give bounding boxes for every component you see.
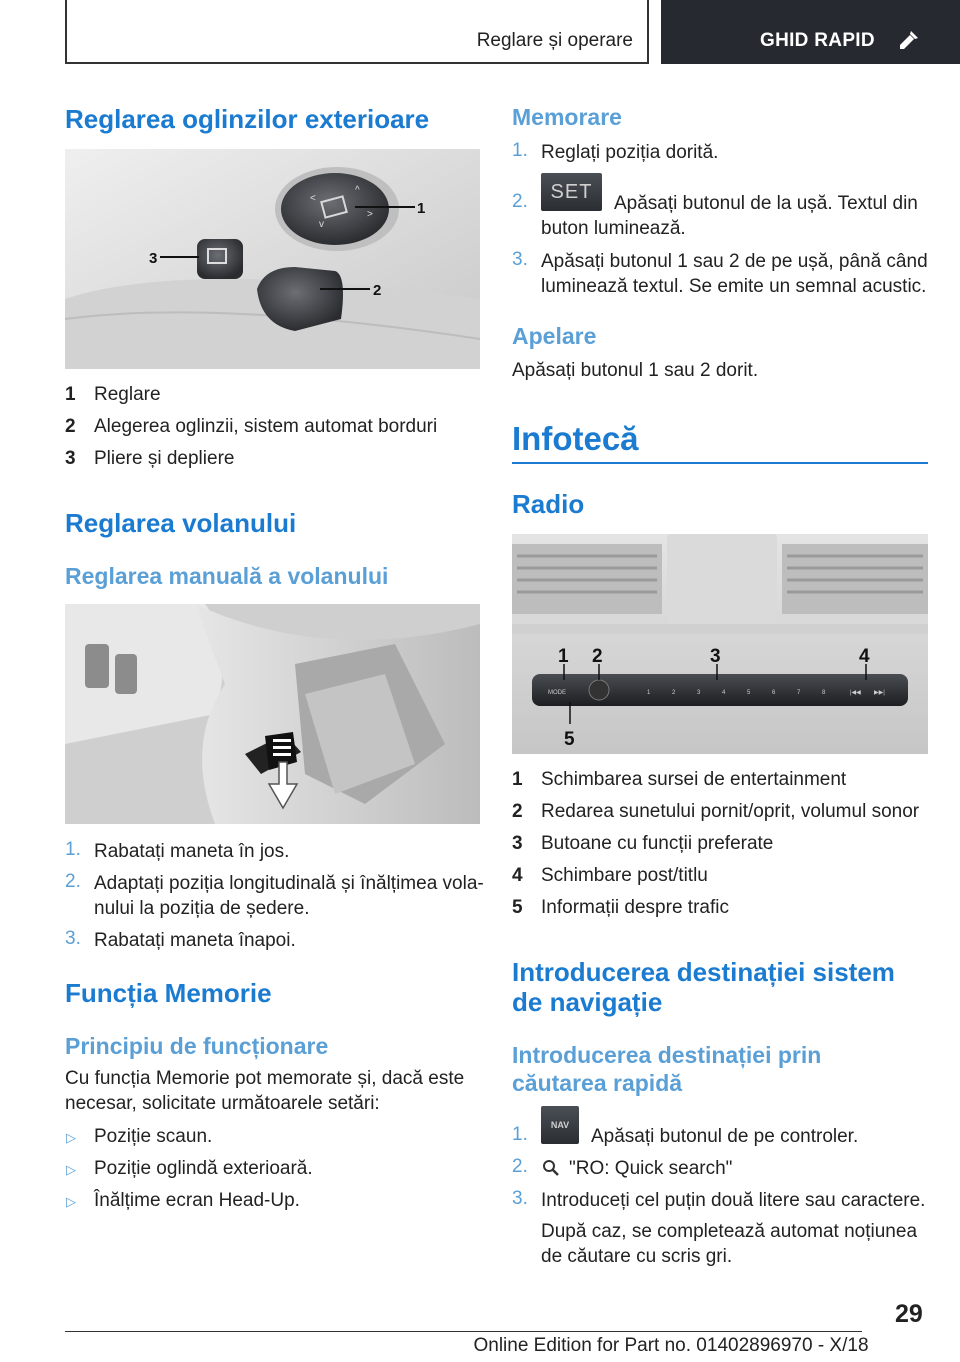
- search-icon: [542, 1159, 560, 1177]
- radio-mode-label: MODE: [548, 690, 566, 696]
- legend-number: 5: [512, 897, 523, 918]
- legend-text: Reglare: [94, 384, 161, 405]
- header-guide-label: GHID RAPID: [760, 30, 875, 51]
- legend-text: Pliere și depliere: [94, 448, 235, 469]
- step-number: 1.: [512, 1124, 528, 1145]
- step-text: Rabatați maneta în jos.: [94, 841, 290, 862]
- mirrors-heading: Reglarea oglinzilor exterioare: [65, 104, 430, 134]
- bullet-text: Înălțime ecran Head-Up.: [94, 1190, 300, 1211]
- radio-callout-3: 3: [710, 646, 721, 667]
- radio-callout-5: 5: [564, 729, 575, 750]
- memorare-heading: Memorare: [512, 104, 622, 130]
- footer-edition-text: Online Edition for Part no. 01402896970 - X/18: [473, 1335, 869, 1356]
- page-number: 29: [895, 1300, 923, 1328]
- quick-guide-icon: [897, 28, 921, 52]
- step-number: 2.: [65, 871, 81, 892]
- memory-intro: necesar, solicitate următoarele setări:: [65, 1093, 380, 1114]
- legend-text: Alegerea oglinzii, sistem automat borduri: [94, 416, 438, 437]
- step-number: 2.: [512, 1156, 528, 1177]
- radio-preset-label: 1: [647, 690, 651, 696]
- footer-edition: [0, 1335, 960, 1357]
- bullet-icon: ▷: [66, 1194, 76, 1209]
- svg-text:|◀◀: |◀◀: [850, 690, 861, 696]
- radio-preset-label: 6: [772, 690, 776, 696]
- infoteca-rule: [512, 462, 928, 464]
- legend-number: 3: [65, 448, 76, 469]
- step-text: "RO: Quick search": [569, 1158, 733, 1179]
- radio-heading: Radio: [512, 489, 585, 519]
- bullet-text: Poziție oglindă exterioară.: [94, 1158, 313, 1179]
- bullet-icon: ▷: [66, 1162, 76, 1177]
- step-followup: de căutare cu scris gri.: [541, 1246, 733, 1267]
- nav-button-icon: NAV: [541, 1106, 579, 1144]
- step-number: 1.: [65, 839, 81, 860]
- legend-text: Schimbarea sursei de entertainment: [541, 769, 847, 790]
- steering-heading: Reglarea volanului: [65, 508, 297, 538]
- apelare-text: Apăsați butonul 1 sau 2 dorit.: [512, 360, 759, 381]
- mirror-callout-1: 1: [417, 200, 426, 217]
- legend-text: Informații despre trafic: [541, 897, 729, 918]
- step-followup: După caz, se completează automat noțiunea: [541, 1221, 918, 1242]
- mirror-callout-2: 2: [373, 282, 382, 299]
- nav-subheading: Introducerea destinației prin: [512, 1042, 822, 1068]
- step-number: 1.: [512, 140, 528, 161]
- memory-intro: Cu funcția Memorie pot memorate și, dacă este: [65, 1068, 465, 1089]
- step-text: nului la poziția de ședere.: [94, 898, 310, 919]
- steering-lever-illustration: [65, 604, 480, 824]
- step-text: luminează textul. Se emite un semnal acustic.: [541, 276, 927, 297]
- step-text: Adaptați poziția longitudinală și înălțimea vola-: [94, 873, 484, 894]
- legend-text: Redarea sunetului pornit/oprit, volumul sonor: [541, 801, 920, 822]
- legend-number: 2: [512, 801, 523, 822]
- nav-subheading: căutarea rapidă: [512, 1070, 683, 1096]
- step-text: Reglați poziția dorită.: [541, 142, 719, 163]
- radio-preset-label: 4: [722, 690, 726, 696]
- memory-subheading: Principiu de funcționare: [65, 1033, 329, 1059]
- infoteca-heading: Infotecă: [512, 420, 639, 457]
- radio-preset-label: 3: [697, 690, 701, 696]
- legend-number: 3: [512, 833, 523, 854]
- radio-preset-label: 7: [797, 690, 801, 696]
- memory-heading: Funcția Memorie: [65, 978, 272, 1008]
- step-number: 3.: [65, 928, 81, 949]
- step-text: Rabatați maneta înapoi.: [94, 930, 296, 951]
- radio-preset-label: 5: [747, 690, 751, 696]
- radio-preset-label: 2: [672, 690, 676, 696]
- step-text: Apăsați butonul 1 sau 2 de pe ușă, până când: [541, 251, 928, 272]
- mirror-callout-3: 3: [149, 250, 158, 267]
- svg-text:^: ^: [355, 185, 360, 196]
- radio-panel-illustration: [512, 534, 928, 754]
- svg-text:v: v: [319, 219, 324, 230]
- step-number: 2.: [512, 191, 528, 212]
- radio-preset-label: 8: [822, 690, 826, 696]
- header-section-box: [65, 0, 649, 64]
- header-section-title: Reglare și operare: [476, 30, 633, 51]
- legend-text: Butoane cu funcții preferate: [541, 833, 774, 854]
- steering-subheading: Reglarea manuală a volanului: [65, 563, 389, 589]
- bullet-text: Poziție scaun.: [94, 1126, 213, 1147]
- svg-text:>: >: [367, 209, 373, 220]
- legend-number: 2: [65, 416, 76, 437]
- nav-heading: de navigație: [512, 987, 663, 1017]
- step-text: Apăsați butonul de pe controler.: [591, 1126, 859, 1147]
- header-guide-tab: [661, 0, 960, 64]
- radio-callout-4: 4: [859, 646, 870, 667]
- page-header: [0, 0, 960, 66]
- footer-rule: [65, 1331, 862, 1332]
- step-text: buton luminează.: [541, 218, 686, 239]
- svg-text:▶▶|: ▶▶|: [874, 690, 885, 696]
- bullet-icon: ▷: [66, 1130, 76, 1145]
- legend-number: 1: [512, 769, 523, 790]
- set-button-icon: SET: [541, 173, 602, 211]
- legend-number: 1: [65, 384, 76, 405]
- svg-text:<: <: [310, 193, 316, 204]
- step-number: 3.: [512, 249, 528, 270]
- step-text: Introduceți cel puțin două litere sau caractere.: [541, 1190, 926, 1211]
- legend-number: 4: [512, 865, 523, 886]
- mirror-controls-illustration: [65, 149, 480, 369]
- step-text: Apăsați butonul de la ușă. Textul din: [614, 193, 918, 214]
- legend-text: Schimbare post/titlu: [541, 865, 708, 886]
- radio-callout-1: 1: [558, 646, 569, 667]
- apelare-heading: Apelare: [512, 323, 597, 349]
- step-number: 3.: [512, 1188, 528, 1209]
- radio-callout-2: 2: [592, 646, 603, 667]
- nav-heading: Introducerea destinației sistem: [512, 957, 895, 987]
